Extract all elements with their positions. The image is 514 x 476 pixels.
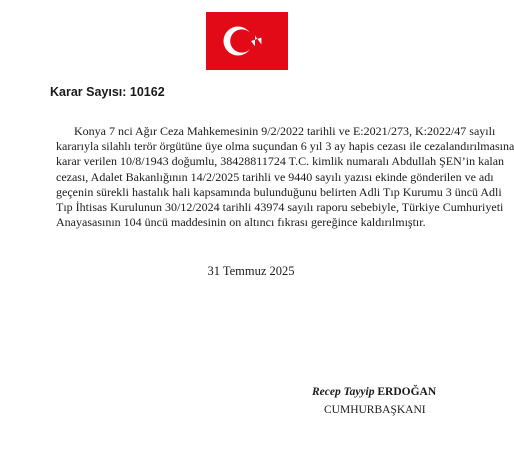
body-line: Tıp İhtisas Kurulunun 30/12/2024 tarihli 43974 sayılı raporu sebebiyle, Türkiye Cumhuriyeti xyxy=(56,200,504,215)
body-line: kararıyla silahlı terör örgütüne üye olma suçundan 6 yıl 3 ay hapis cezası ile cezalandırılmasına xyxy=(56,139,514,154)
decision-date: 31 Temmuz 2025 xyxy=(207,264,295,278)
signatory-surname: ERDOĞAN xyxy=(377,386,437,398)
decision-body xyxy=(56,124,514,230)
decision-number: Karar Sayısı: 10162 xyxy=(50,85,165,99)
body-line: karar verilen 10/8/1943 doğumlu, 38428811724 T.C. kimlik numaralı Abdullah ŞEN’in kalan xyxy=(56,154,505,169)
crescent-inner xyxy=(230,29,253,52)
body-line: Anayasasının 104 üncü maddesinin on altıncı fıkrası gereğince kaldırılmıştır. xyxy=(56,215,426,230)
body-line: geçenin sürekli hastalık hali kapsamında bulunduğunu belirten Adli Tıp Kurumu 3 üncü Adli xyxy=(56,184,502,199)
body-line: cezası, Adalet Bakanlığının 14/2/2025 tarihli ve 9440 sayılı yazısı ekinde gönderilen ve adı xyxy=(56,169,494,184)
signatory-title: CUMHURBAŞKANI xyxy=(324,404,426,416)
signatory-name xyxy=(312,386,436,398)
body-line: Konya 7 nci Ağır Ceza Mahkemesinin 9/2/2022 tarihli ve E:2021/273, K:2022/47 sayılı xyxy=(74,124,496,138)
turkish-flag-icon xyxy=(206,12,288,70)
signatory-given-names: Recep Tayyip xyxy=(312,386,375,398)
